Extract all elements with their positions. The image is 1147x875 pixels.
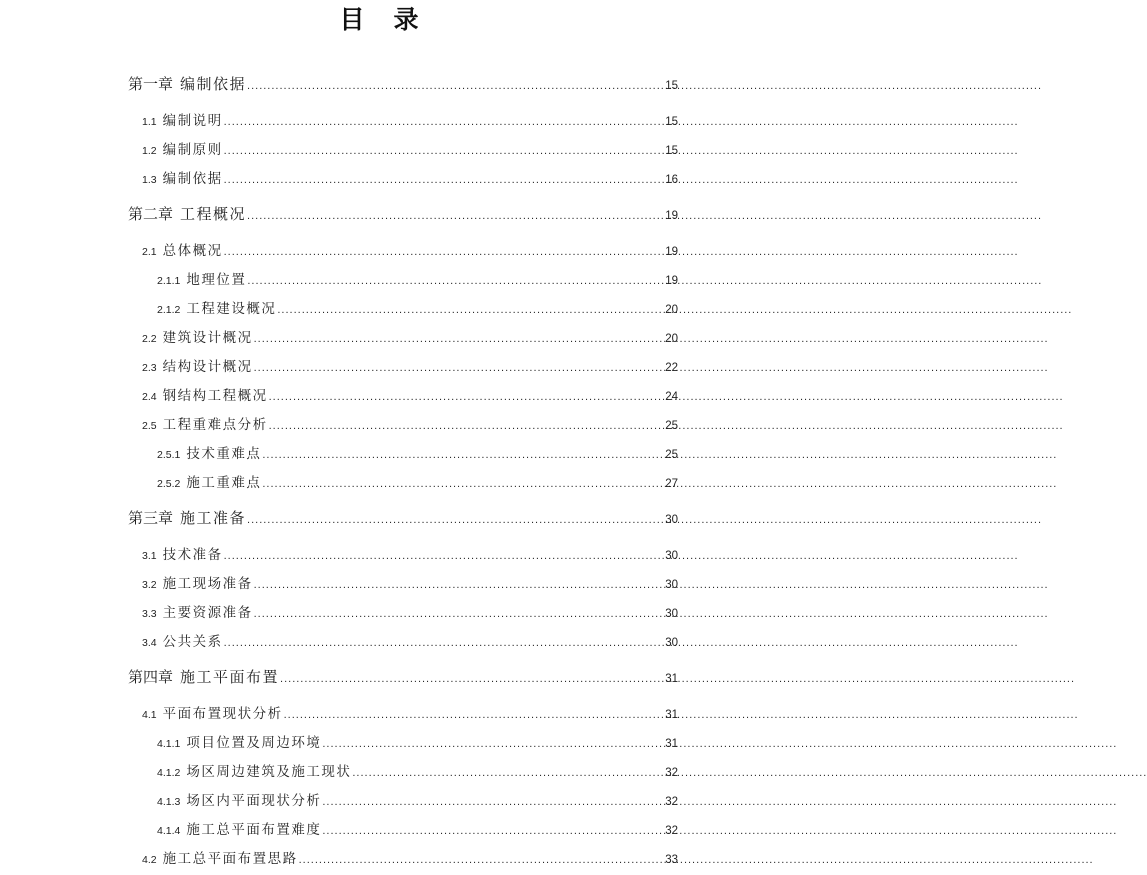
toc-entry-number: 3.1	[142, 550, 157, 562]
toc-entry-title: 施工现场准备	[162, 576, 253, 591]
toc-entry[interactable]	[128, 70, 678, 99]
toc-entry-title: 场区周边建筑及施工现状	[186, 764, 352, 779]
dot-leader	[284, 701, 658, 730]
dot-leader	[280, 665, 664, 694]
toc-entry-title: 平面布置现状分析	[162, 706, 283, 721]
page-title: 目 录	[339, 7, 421, 34]
toc-entry-page: 31	[665, 738, 678, 750]
dot-leader	[224, 629, 658, 658]
toc-entry[interactable]	[128, 504, 678, 533]
toc-entry-number: 3.2	[142, 579, 157, 591]
dot-leader	[269, 383, 658, 412]
toc-entry-page: 32	[665, 767, 678, 779]
toc-entry-number: 2.5.1	[157, 449, 181, 461]
toc-entry-number: 第一章	[128, 76, 174, 93]
toc-entry-page: 24	[665, 391, 678, 403]
toc-entry-number: 2.1	[142, 246, 157, 258]
toc-entry-number: 4.1.1	[157, 738, 181, 750]
toc-entry-title: 公共关系	[162, 634, 223, 649]
toc-entry-title: 地理位置	[186, 272, 247, 287]
dot-leader	[299, 846, 658, 875]
toc-entry-number: 2.5	[142, 420, 157, 432]
toc-entry-page: 16	[665, 174, 678, 186]
toc-entry[interactable]	[128, 786, 678, 815]
toc-entry-number: 2.1.1	[157, 275, 181, 287]
toc-entry-page: 20	[665, 304, 678, 316]
dot-leader	[254, 325, 658, 354]
toc-entry-page: 19	[665, 210, 678, 222]
toc-entry[interactable]	[128, 728, 678, 757]
toc-entry-title: 结构设计概况	[162, 359, 253, 374]
toc-entry-number: 3.3	[142, 608, 157, 620]
toc-entry-title: 编制原则	[162, 142, 223, 157]
toc-entry[interactable]	[128, 265, 678, 294]
dot-leader	[247, 506, 664, 535]
toc-entry-number: 4.1.4	[157, 825, 181, 837]
toc-entry-page: 32	[665, 796, 678, 808]
toc-entry-title: 技术准备	[162, 547, 223, 562]
toc-entry[interactable]	[128, 135, 678, 164]
dot-leader	[277, 296, 658, 325]
toc-entry-title: 工程重难点分析	[162, 417, 268, 432]
toc-entry-page: 15	[665, 80, 678, 92]
toc-entry[interactable]	[128, 410, 678, 439]
toc-entry-page: 30	[665, 637, 678, 649]
toc-entry-number: 4.1.2	[157, 767, 181, 779]
dot-leader	[247, 202, 664, 231]
toc-entry-title: 钢结构工程概况	[162, 388, 268, 403]
toc-entry-page: 30	[665, 579, 678, 591]
toc-entry[interactable]	[128, 164, 678, 193]
toc-entry-page: 30	[665, 550, 678, 562]
toc-entry-title: 建筑设计概况	[162, 330, 253, 345]
toc-entry-title: 主要资源准备	[162, 605, 253, 620]
dot-leader	[254, 354, 658, 383]
dot-leader	[352, 759, 658, 788]
toc-entry-page: 31	[665, 709, 678, 721]
toc-entry-number: 4.1	[142, 709, 157, 721]
toc-entry[interactable]	[128, 200, 678, 229]
toc-entry-number: 第二章	[128, 206, 174, 223]
toc-entry-page: 25	[665, 449, 678, 461]
toc-entry-title: 编制依据	[162, 171, 223, 186]
dot-leader	[322, 730, 658, 759]
toc-entry-number: 4.1.3	[157, 796, 181, 808]
toc-entry[interactable]	[128, 381, 678, 410]
toc-entry[interactable]	[128, 757, 678, 786]
toc-entry-title: 技术重难点	[186, 446, 262, 461]
toc-entry[interactable]	[128, 294, 678, 323]
dot-leader	[262, 441, 658, 470]
toc-entry[interactable]	[128, 598, 678, 627]
toc-entry[interactable]	[128, 815, 678, 844]
toc-entry-page: 25	[665, 420, 678, 432]
dot-leader	[224, 542, 658, 571]
toc-entry-page: 30	[665, 514, 678, 526]
dot-leader	[224, 238, 658, 267]
toc-entry-number: 2.1.2	[157, 304, 181, 316]
dot-leader	[224, 137, 658, 166]
toc-entry-page: 27	[665, 478, 678, 490]
toc-entry[interactable]	[128, 106, 678, 135]
toc-entry-title: 施工重难点	[186, 475, 262, 490]
toc-entry[interactable]	[128, 323, 678, 352]
dot-leader	[322, 788, 658, 817]
toc-entry[interactable]	[128, 569, 678, 598]
toc-entry-page: 22	[665, 362, 678, 374]
toc-entry-number: 1.2	[142, 145, 157, 157]
toc-entry-number: 2.2	[142, 333, 157, 345]
dot-leader	[224, 166, 658, 195]
toc-entry-title: 场区内平面现状分析	[186, 793, 322, 808]
toc-entry[interactable]	[128, 468, 678, 497]
toc-entry-title: 施工总平面布置思路	[162, 851, 298, 866]
dot-leader	[269, 412, 658, 441]
toc-entry-title: 项目位置及周边环境	[186, 735, 322, 750]
toc-entry-number: 1.1	[142, 116, 157, 128]
toc-entry[interactable]	[128, 439, 678, 468]
toc-entry-title: 工程概况	[180, 206, 247, 223]
toc-entry-number: 第三章	[128, 510, 174, 527]
toc-entry-number: 2.3	[142, 362, 157, 374]
toc-entry-number: 3.4	[142, 637, 157, 649]
toc-entry[interactable]	[128, 352, 678, 381]
toc-entry[interactable]	[128, 236, 678, 265]
toc-entry[interactable]	[128, 540, 678, 569]
toc-entry[interactable]	[128, 844, 678, 873]
toc-entry-number: 2.5.2	[157, 478, 181, 490]
dot-leader	[254, 571, 658, 600]
toc-entry-title: 施工总平面布置难度	[186, 822, 322, 837]
toc-entry-title: 总体概况	[162, 243, 223, 258]
toc-entry-page: 20	[665, 333, 678, 345]
toc-entry-number: 4.2	[142, 854, 157, 866]
toc-entry-page: 15	[665, 145, 678, 157]
toc-entry-page: 32	[665, 825, 678, 837]
dot-leader	[322, 817, 658, 846]
document-page	[0, 6, 760, 865]
dot-leader	[247, 72, 664, 101]
toc-entry-title: 施工准备	[180, 510, 247, 527]
toc-entry-page: 31	[665, 673, 678, 685]
toc-entry-page: 19	[665, 246, 678, 258]
toc-entry[interactable]	[128, 663, 678, 692]
toc-entry-title: 工程建设概况	[186, 301, 277, 316]
toc-entry-title: 施工平面布置	[180, 669, 280, 686]
toc-entry-page: 33	[665, 854, 678, 866]
toc-entry-number: 第四章	[128, 669, 174, 686]
toc-entry-page: 30	[665, 608, 678, 620]
toc-entry-number: 1.3	[142, 174, 157, 186]
toc-entry[interactable]	[128, 627, 678, 656]
toc-entry-page: 15	[665, 116, 678, 128]
toc-entry-title: 编制依据	[180, 76, 247, 93]
toc-entry[interactable]	[128, 699, 678, 728]
toc-entry-number: 2.4	[142, 391, 157, 403]
toc-list	[128, 70, 678, 873]
toc-entry-page: 19	[665, 275, 678, 287]
dot-leader	[254, 600, 658, 629]
dot-leader	[224, 108, 658, 137]
dot-leader	[262, 470, 658, 499]
dot-leader	[247, 267, 658, 296]
toc-entry-title: 编制说明	[162, 113, 223, 128]
